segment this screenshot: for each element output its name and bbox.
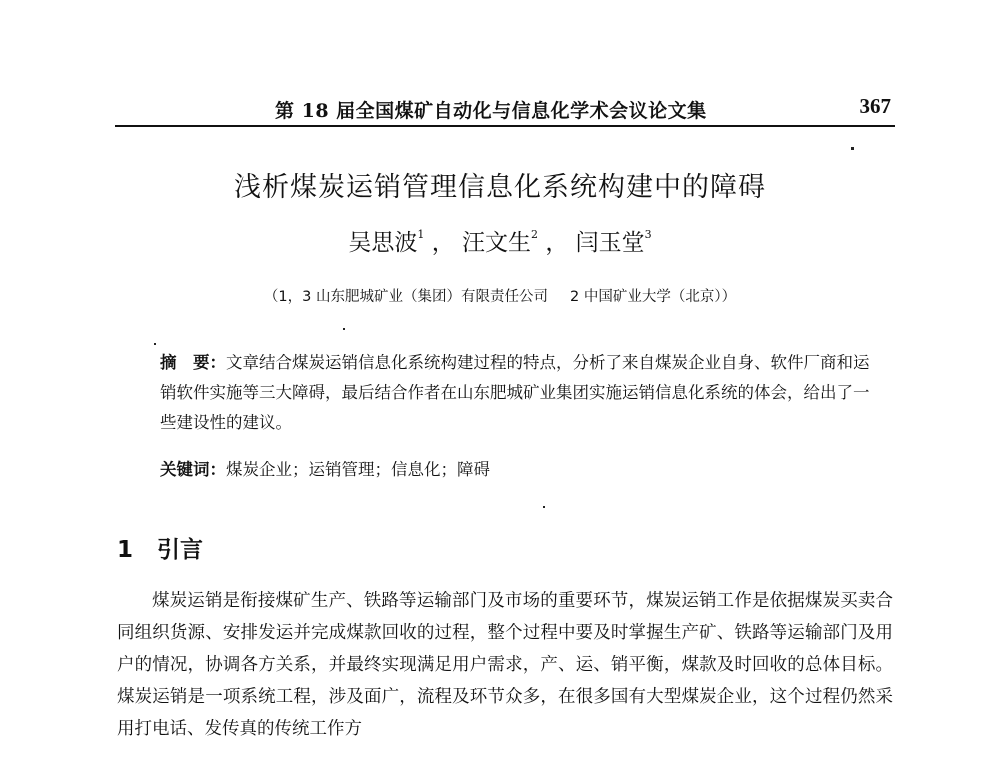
paper-title: 浅析煤炭运销管理信息化系统构建中的障碍 [234, 172, 766, 203]
abstract-text: 文章结合煤炭运销信息化系统构建过程的特点，分析了来自煤炭企业自身、软件厂商和运销软件实施等三大障碍，最后结合作者在山东肥城矿业集团实施运销信息化系统的体会，给出了一些建设性的建议。 [160, 353, 870, 432]
author-name: 汪文生 [462, 230, 531, 256]
page-number: 367 [859, 94, 891, 118]
author-separator: ， [545, 230, 569, 256]
section-number: 1 [117, 537, 134, 563]
scan-speck [154, 343, 156, 345]
author-name: 闫玉堂 [575, 230, 645, 256]
author-separator: ， [431, 230, 455, 256]
keywords-text: 煤炭企业；运销管理；信息化；障碍 [226, 460, 490, 479]
author-affiliation-mark: 1 [417, 228, 425, 241]
keywords [160, 456, 880, 480]
author-list [0, 224, 1000, 257]
scan-speck [543, 506, 545, 508]
author-affiliation-mark: 3 [644, 228, 652, 241]
header-rule [115, 125, 895, 127]
abstract [160, 348, 880, 438]
affiliation-second: 2 中国矿业大学（北京）） [569, 289, 737, 305]
running-header [115, 92, 895, 128]
abstract-label: 摘 要： [160, 353, 226, 372]
author-affiliation-mark: 2 [531, 228, 538, 241]
scan-speck [851, 147, 854, 150]
body-paragraph: 煤炭运销是衔接煤矿生产、铁路等运输部门及市场的重要环节，煤炭运销工作是依据煤炭买卖合同组织货源、安排发运并完成煤款回收的过程，整个过程中要及时掌握生产矿、铁路等运输部门及用户的情况，协调各方关系，并最终实现满足用户需求，产、运、销平衡，煤款及时回收的总体目标。煤炭运销是一项系统工程，涉及面广，流程及环节众多，在很多国有大型煤炭企业，这个过程仍然采用打电话、发传真的传统工作方 [117, 591, 893, 739]
author-name: 吴思波 [348, 230, 418, 256]
section-heading [117, 531, 203, 564]
affiliation-first: （1，3 山东肥城矿业（集团）有限责任公司 [263, 289, 548, 305]
affiliation-line [0, 285, 1000, 306]
scan-speck [343, 328, 345, 330]
proceedings-title: 第 18 届全国煤矿自动化与信息化学术会议论文集 [275, 100, 707, 122]
section-title: 引言 [157, 537, 203, 563]
keywords-label: 关键词： [160, 460, 226, 479]
